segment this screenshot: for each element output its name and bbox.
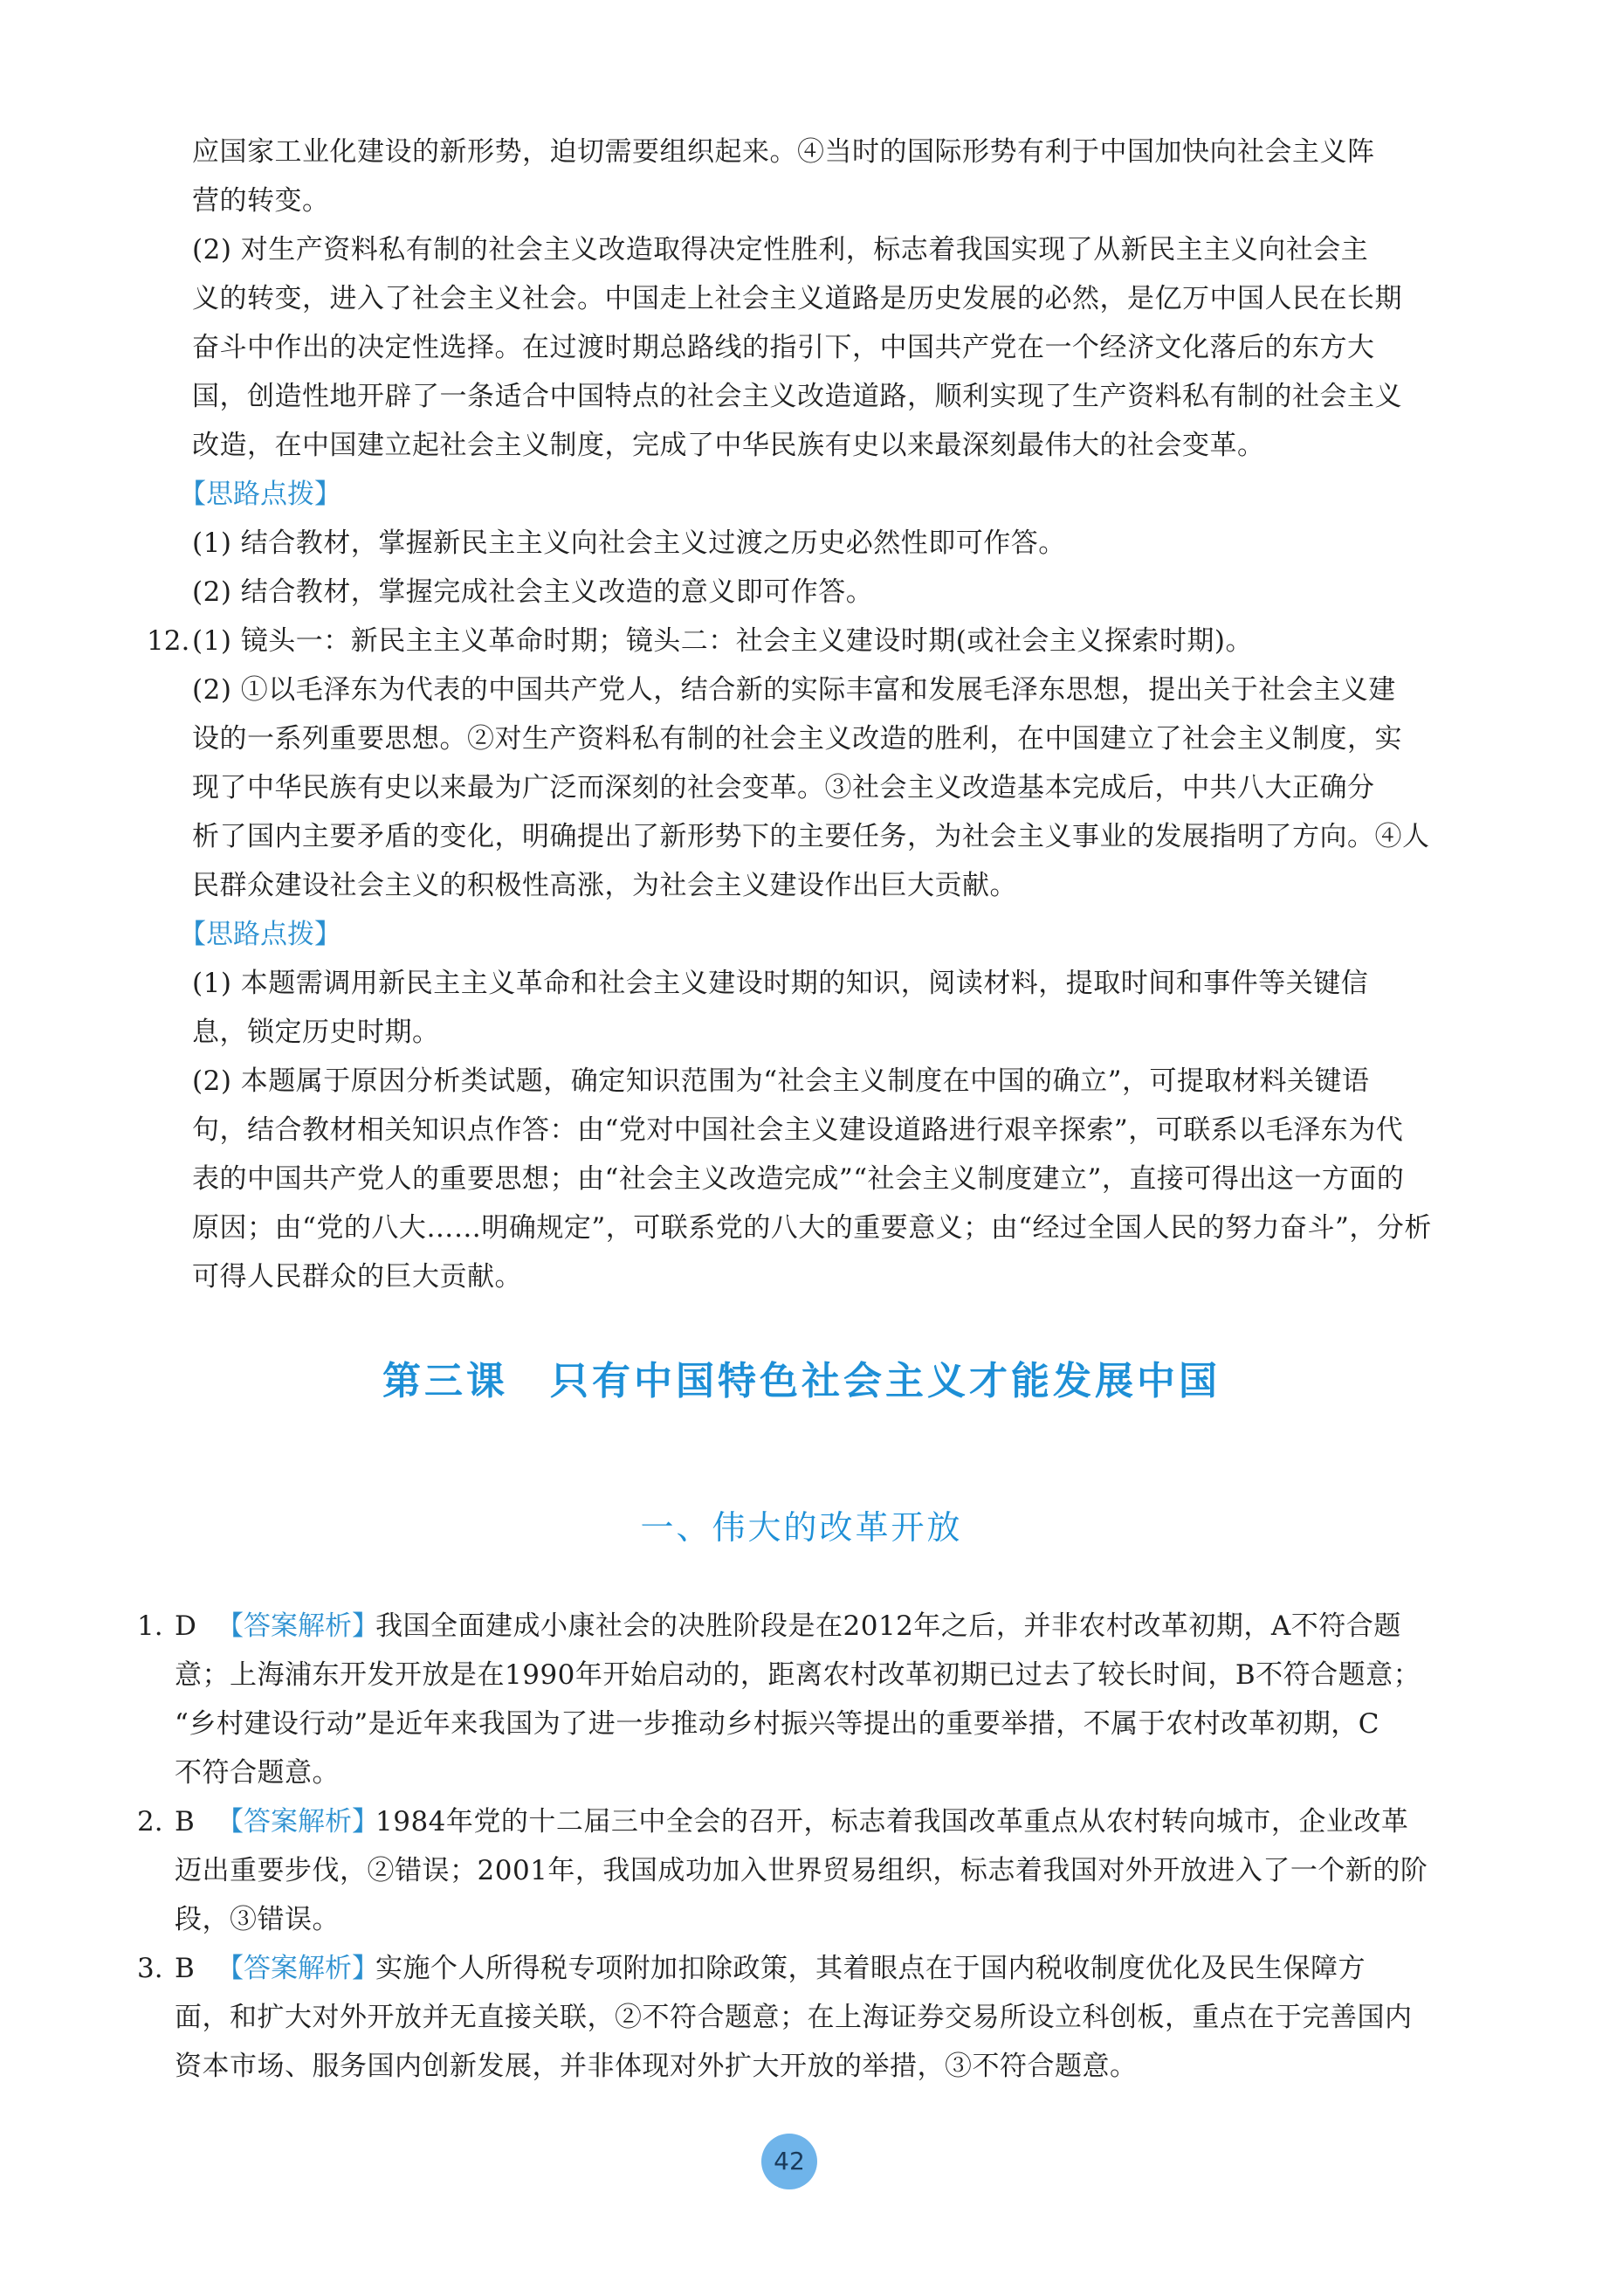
text-line: 原因；由“党的八大……明确规定”，可联系党的八大的重要意义；由“经过全国人民的努力奋斗”，分析: [192, 1212, 1432, 1244]
text-line: 应国家工业化建设的新形势，迫切需要组织起来。④当时的国际形势有利于中国加快向社会主义阵: [192, 136, 1375, 168]
text-line: (2) 本题属于原因分析类试题，确定知识范围为“社会主义制度在中国的确立”，可提取材料关键语: [192, 1065, 1370, 1097]
answer-choice: B: [175, 1806, 195, 1837]
answer-analysis-label: 【答案解析】: [217, 1806, 379, 1837]
lesson-title: 第三课 只有中国特色社会主义才能发展中国: [382, 1359, 1221, 1403]
text-line: (1) 结合教材，掌握新民主主义向社会主义过渡之历史必然性即可作答。: [192, 527, 1066, 559]
text-line: 不符合题意。: [175, 1757, 340, 1789]
text-line: 迈出重要步伐，②错误；2001年，我国成功加入世界贸易组织，标志着我国对外开放进入了一个新的阶: [175, 1855, 1428, 1886]
answer-analysis-label: 【答案解析】: [217, 1953, 379, 1984]
question-number: 1.: [137, 1610, 163, 1642]
text-line: 表的中国共产党人的重要思想；由“社会主义改造完成”“社会主义制度建立”，直接可得出这一方面的: [192, 1163, 1405, 1195]
text-line: 改造，在中国建立起社会主义制度，完成了中华民族有史以来最深刻最伟大的社会变革。: [192, 430, 1265, 461]
question-number: 3.: [137, 1953, 163, 1984]
answer-analysis-label: 【答案解析】: [217, 1610, 379, 1642]
question-number: 2.: [137, 1806, 163, 1837]
text-line: 句，结合教材相关知识点作答：由“党对中国社会主义建设道路进行艰辛探索”，可联系以毛泽东为代: [192, 1114, 1404, 1146]
text-line: 意；上海浦东开发开放是在1990年开始启动的，距离农村改革初期已过去了较长时间，B不符合题意；: [175, 1659, 1421, 1691]
tip-heading: 【思路点拨】: [179, 919, 341, 950]
text-line: (1) 本题需调用新民主主义革命和社会主义建设时期的知识，阅读材料，提取时间和事件等关键信: [192, 968, 1369, 999]
text-line: (2) 对生产资料私有制的社会主义改造取得决定性胜利，标志着我国实现了从新民主主义向社会主: [192, 234, 1369, 265]
text-line: 资本市场、服务国内创新发展，并非体现对外扩大开放的举措，③不符合题意。: [175, 2051, 1138, 2082]
text-line: 营的转变。: [192, 185, 330, 217]
text-line: 1984年党的十二届三中全会的召开，标志着我国改革重点从农村转向城市，企业改革: [375, 1806, 1409, 1837]
text-line: 义的转变，进入了社会主义社会。中国走上社会主义道路是历史发展的必然，是亿万中国人民在长期: [192, 283, 1402, 314]
tip-heading: 【思路点拨】: [179, 479, 341, 510]
text-line: 我国全面建成小康社会的决胜阶段是在2012年之后，并非农村改革初期，A不符合题: [375, 1610, 1401, 1642]
text-line: (2) 结合教材，掌握完成社会主义改造的意义即可作答。: [192, 576, 874, 608]
text-line: 现了中华民族有史以来最为广泛而深刻的社会变革。③社会主义改造基本完成后，中共八大正确分: [192, 772, 1375, 803]
answer-choice: D: [175, 1610, 196, 1642]
text-line: 民群众建设社会主义的积极性高涨，为社会主义建设作出巨大贡献。: [192, 870, 1017, 901]
text-line: 实施个人所得税专项附加扣除政策，其着眼点在于国内税收制度优化及民生保障方: [375, 1953, 1366, 1984]
text-line: (1) 镜头一：新民主主义革命时期；镜头二：社会主义建设时期(或社会主义探索时期)。: [192, 625, 1253, 657]
text-line: 可得人民群众的巨大贡献。: [192, 1261, 522, 1293]
text-line: 国，创造性地开辟了一条适合中国特点的社会主义改造道路，顺利实现了生产资料私有制的社会主义: [192, 381, 1402, 412]
page-number-badge: 42: [761, 2134, 817, 2189]
text-line: “乡村建设行动”是近年来我国为了进一步推动乡村振兴等提出的重要举措，不属于农村改革初期，C: [175, 1708, 1379, 1740]
text-line: 析了国内主要矛盾的变化，明确提出了新形势下的主要任务，为社会主义事业的发展指明了方向。④人: [192, 821, 1430, 852]
text-line: (2) ①以毛泽东为代表的中国共产党人，结合新的实际丰富和发展毛泽东思想，提出关于社会主义建: [192, 674, 1396, 706]
text-line: 面，和扩大对外开放并无直接关联，②不符合题意；在上海证券交易所设立科创板，重点在于完善国内: [175, 2002, 1413, 2033]
section-title: 一、伟大的改革开放: [640, 1508, 963, 1547]
text-line: 息，锁定历史时期。: [192, 1017, 440, 1048]
text-line: 设的一系列重要思想。②对生产资料私有制的社会主义改造的胜利，在中国建立了社会主义制度，实: [192, 723, 1402, 755]
text-line: 段，③错误。: [175, 1904, 340, 1935]
question-number: 12.: [147, 625, 190, 657]
text-line: 奋斗中作出的决定性选择。在过渡时期总路线的指引下，中国共产党在一个经济文化落后的东方大: [192, 332, 1375, 363]
answer-choice: B: [175, 1953, 195, 1984]
